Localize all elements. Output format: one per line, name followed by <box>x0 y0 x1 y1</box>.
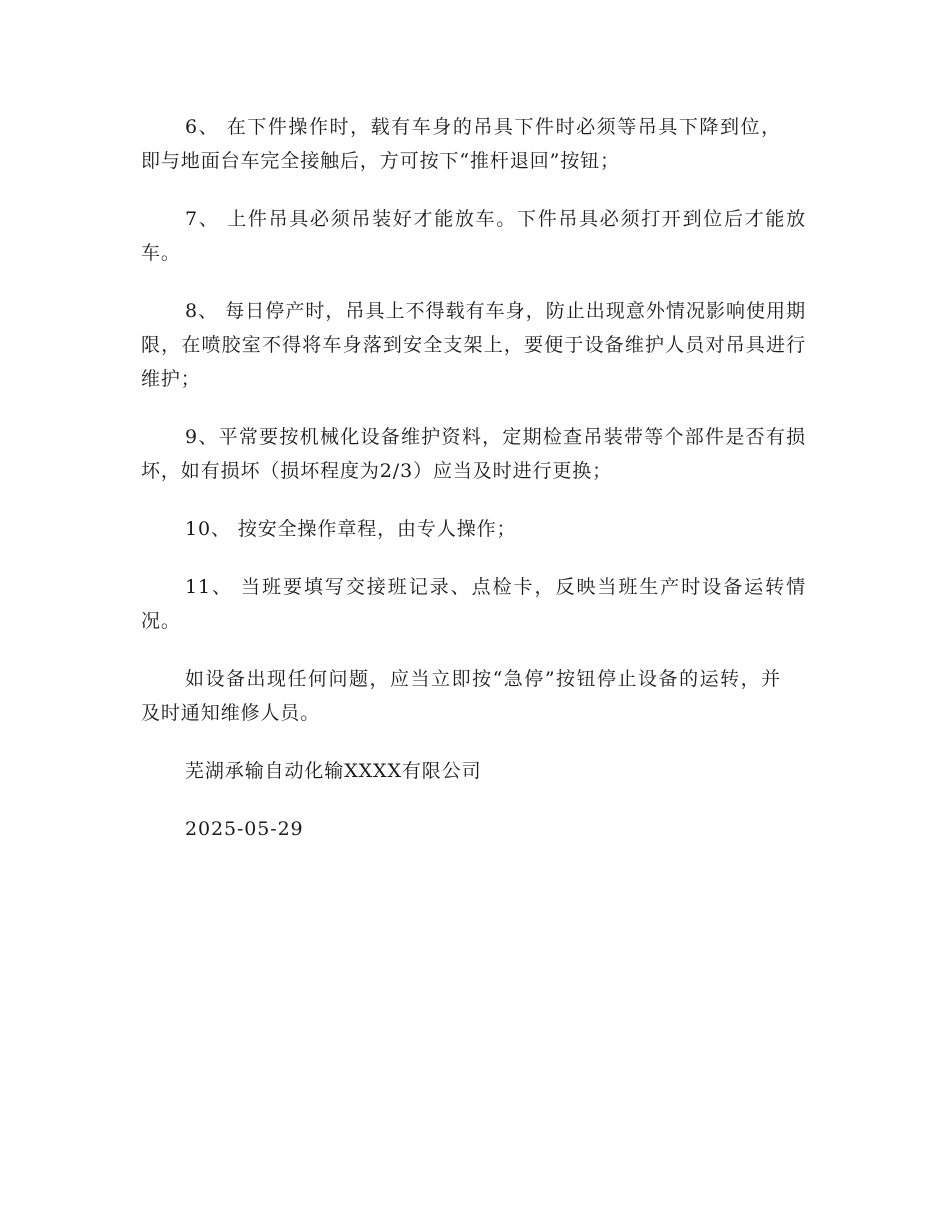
paragraph-emergency-note: 如设备出现任何问题，应当立即按“急停”按钮停止设备的运转，并及时通知维修人员。 <box>141 668 781 724</box>
paragraph-item-7: 7、 上件吊具必须吊装好才能放车。下件吊具必须打开到位后才能放车。 <box>141 208 806 264</box>
paragraph-item-11: 11、 当班要填写交接班记录、点检卡，反映当班生产时设备运转情况。 <box>141 576 806 632</box>
document-body <box>141 110 806 870</box>
paragraph-item-6: 6、 在下件操作时，载有车身的吊具下件时必须等吊具下降到位，即与地面台车完全接触后，方可按下“推杆退回”按钮； <box>141 116 781 172</box>
paragraph-item-9: 9、平常要按机械化设备维护资料，定期检查吊装带等个部件是否有损坏，如有损坏（损坏程度为2/3）应当及时进行更换； <box>141 426 806 482</box>
company-name: 芜湖承输自动化输XXXX有限公司 <box>185 760 482 782</box>
paragraph-item-8: 8、 每日停产时，吊具上不得载有车身，防止出现意外情况影响使用期限，在喷胶室不得将车身落到安全支架上，要便于设备维护人员对吊具进行维护； <box>141 300 806 390</box>
paragraph-item-10: 10、 按安全操作章程，由专人操作； <box>185 518 517 540</box>
document-date: 2025-05-29 <box>185 818 304 840</box>
